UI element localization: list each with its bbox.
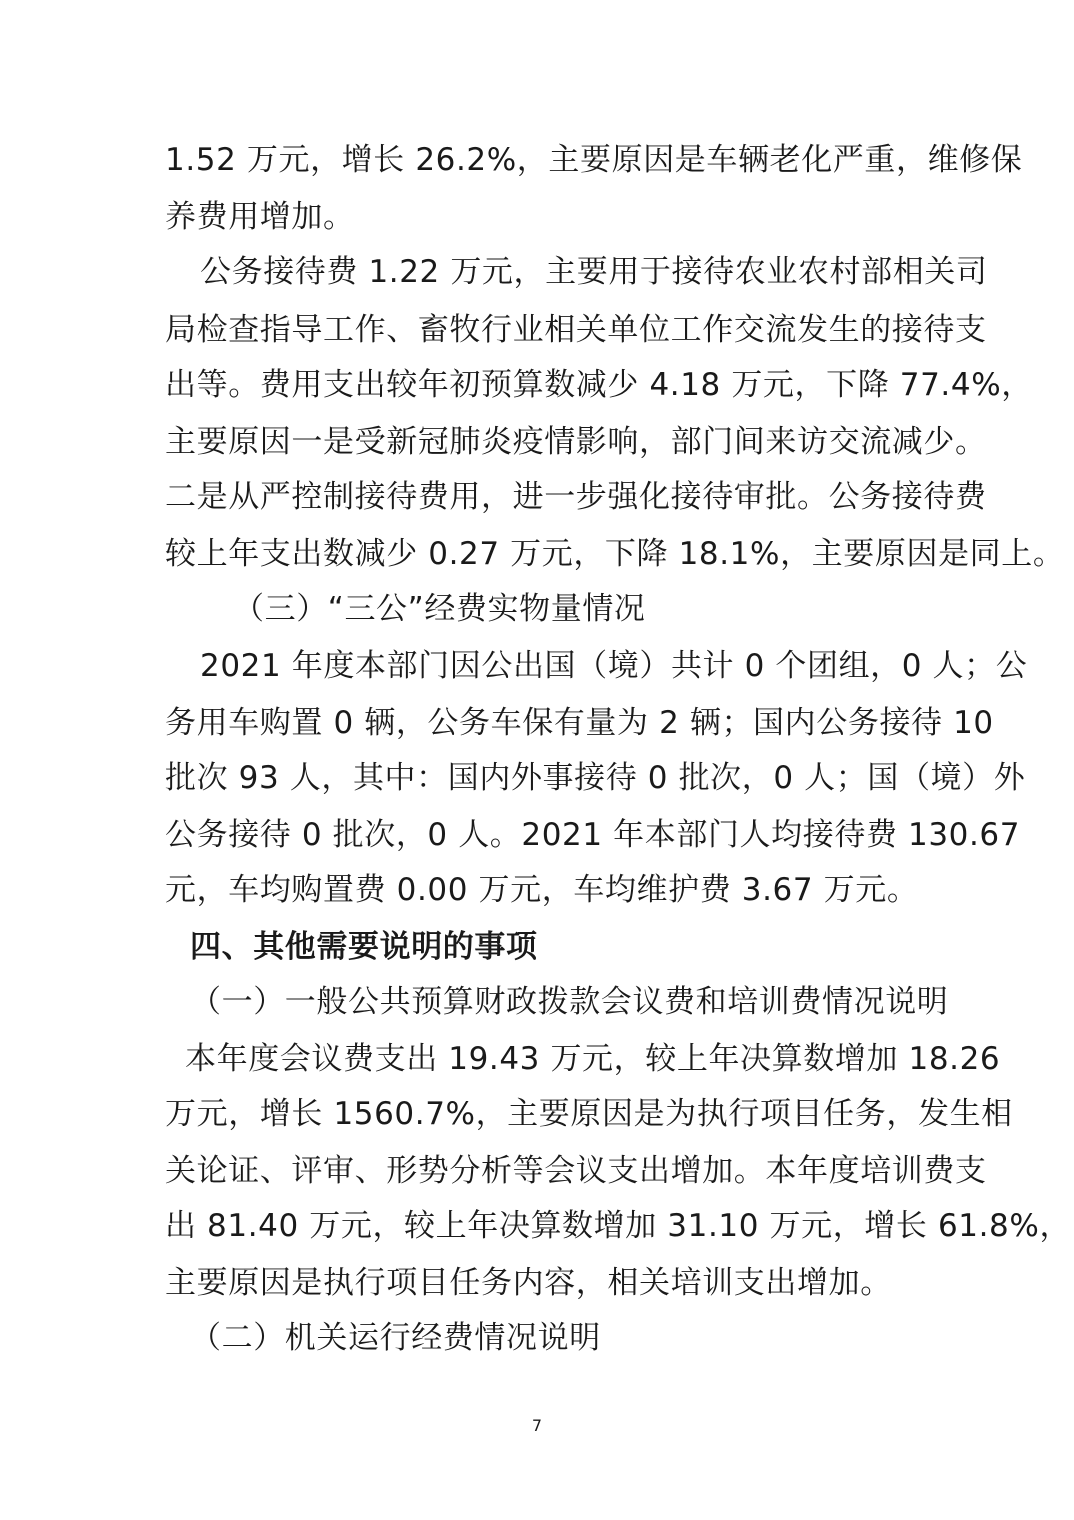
page-number: 7 bbox=[531, 1416, 543, 1435]
section-heading: 四、其他需要说明的事项 bbox=[190, 929, 538, 965]
paragraph-line: 二是从严控制接待费用，进一步强化接待审批。公务接待费 bbox=[165, 479, 987, 515]
paragraph-line: 主要原因是执行项目任务内容，相关培训支出增加。 bbox=[165, 1265, 892, 1301]
paragraph-line: 公务接待费 1.22 万元，主要用于接待农业农村部相关司 bbox=[200, 254, 988, 290]
paragraph-line: 公务接待 0 批次，0 人。2021 年本部门人均接待费 130.67 bbox=[165, 817, 1021, 853]
paragraph-line: 万元，增长 1560.7%，主要原因是为执行项目任务，发生相 bbox=[165, 1096, 1013, 1132]
paragraph-line: 养费用增加。 bbox=[165, 199, 355, 235]
paragraph-line: 务用车购置 0 辆，公务车保有量为 2 辆；国内公务接待 10 bbox=[165, 705, 994, 741]
section-subheading: （二）机关运行经费情况说明 bbox=[190, 1320, 601, 1356]
paragraph-line: 关论证、评审、形势分析等会议支出增加。本年度培训费支 bbox=[165, 1153, 987, 1189]
paragraph-line: 出等。费用支出较年初预算数减少 4.18 万元，下降 77.4%， bbox=[165, 367, 1033, 403]
paragraph-line: 元，车均购置费 0.00 万元，车均维护费 3.67 万元。 bbox=[165, 872, 919, 908]
paragraph-line: 主要原因一是受新冠肺炎疫情影响，部门间来访交流减少。 bbox=[165, 424, 987, 460]
section-subheading: （三）“三公”经费实物量情况 bbox=[233, 591, 646, 627]
paragraph-line: 1.52 万元，增长 26.2%，主要原因是车辆老化严重，维修保 bbox=[165, 142, 1023, 178]
paragraph-line: 局检查指导工作、畜牧行业相关单位工作交流发生的接待支 bbox=[165, 312, 987, 348]
paragraph-line: 较上年支出数减少 0.27 万元，下降 18.1%，主要原因是同上。 bbox=[165, 536, 1065, 572]
paragraph-line: 2021 年度本部门因公出国（境）共计 0 个团组，0 人；公 bbox=[200, 648, 1028, 684]
section-subheading: （一）一般公共预算财政拨款会议费和培训费情况说明 bbox=[190, 984, 949, 1020]
paragraph-line: 批次 93 人，其中：国内外事接待 0 批次，0 人；国（境）外 bbox=[165, 760, 1026, 796]
paragraph-line: 出 81.40 万元，较上年决算数增加 31.10 万元，增长 61.8%， bbox=[165, 1208, 1072, 1244]
paragraph-line: 本年度会议费支出 19.43 万元，较上年决算数增加 18.26 bbox=[185, 1041, 1001, 1077]
